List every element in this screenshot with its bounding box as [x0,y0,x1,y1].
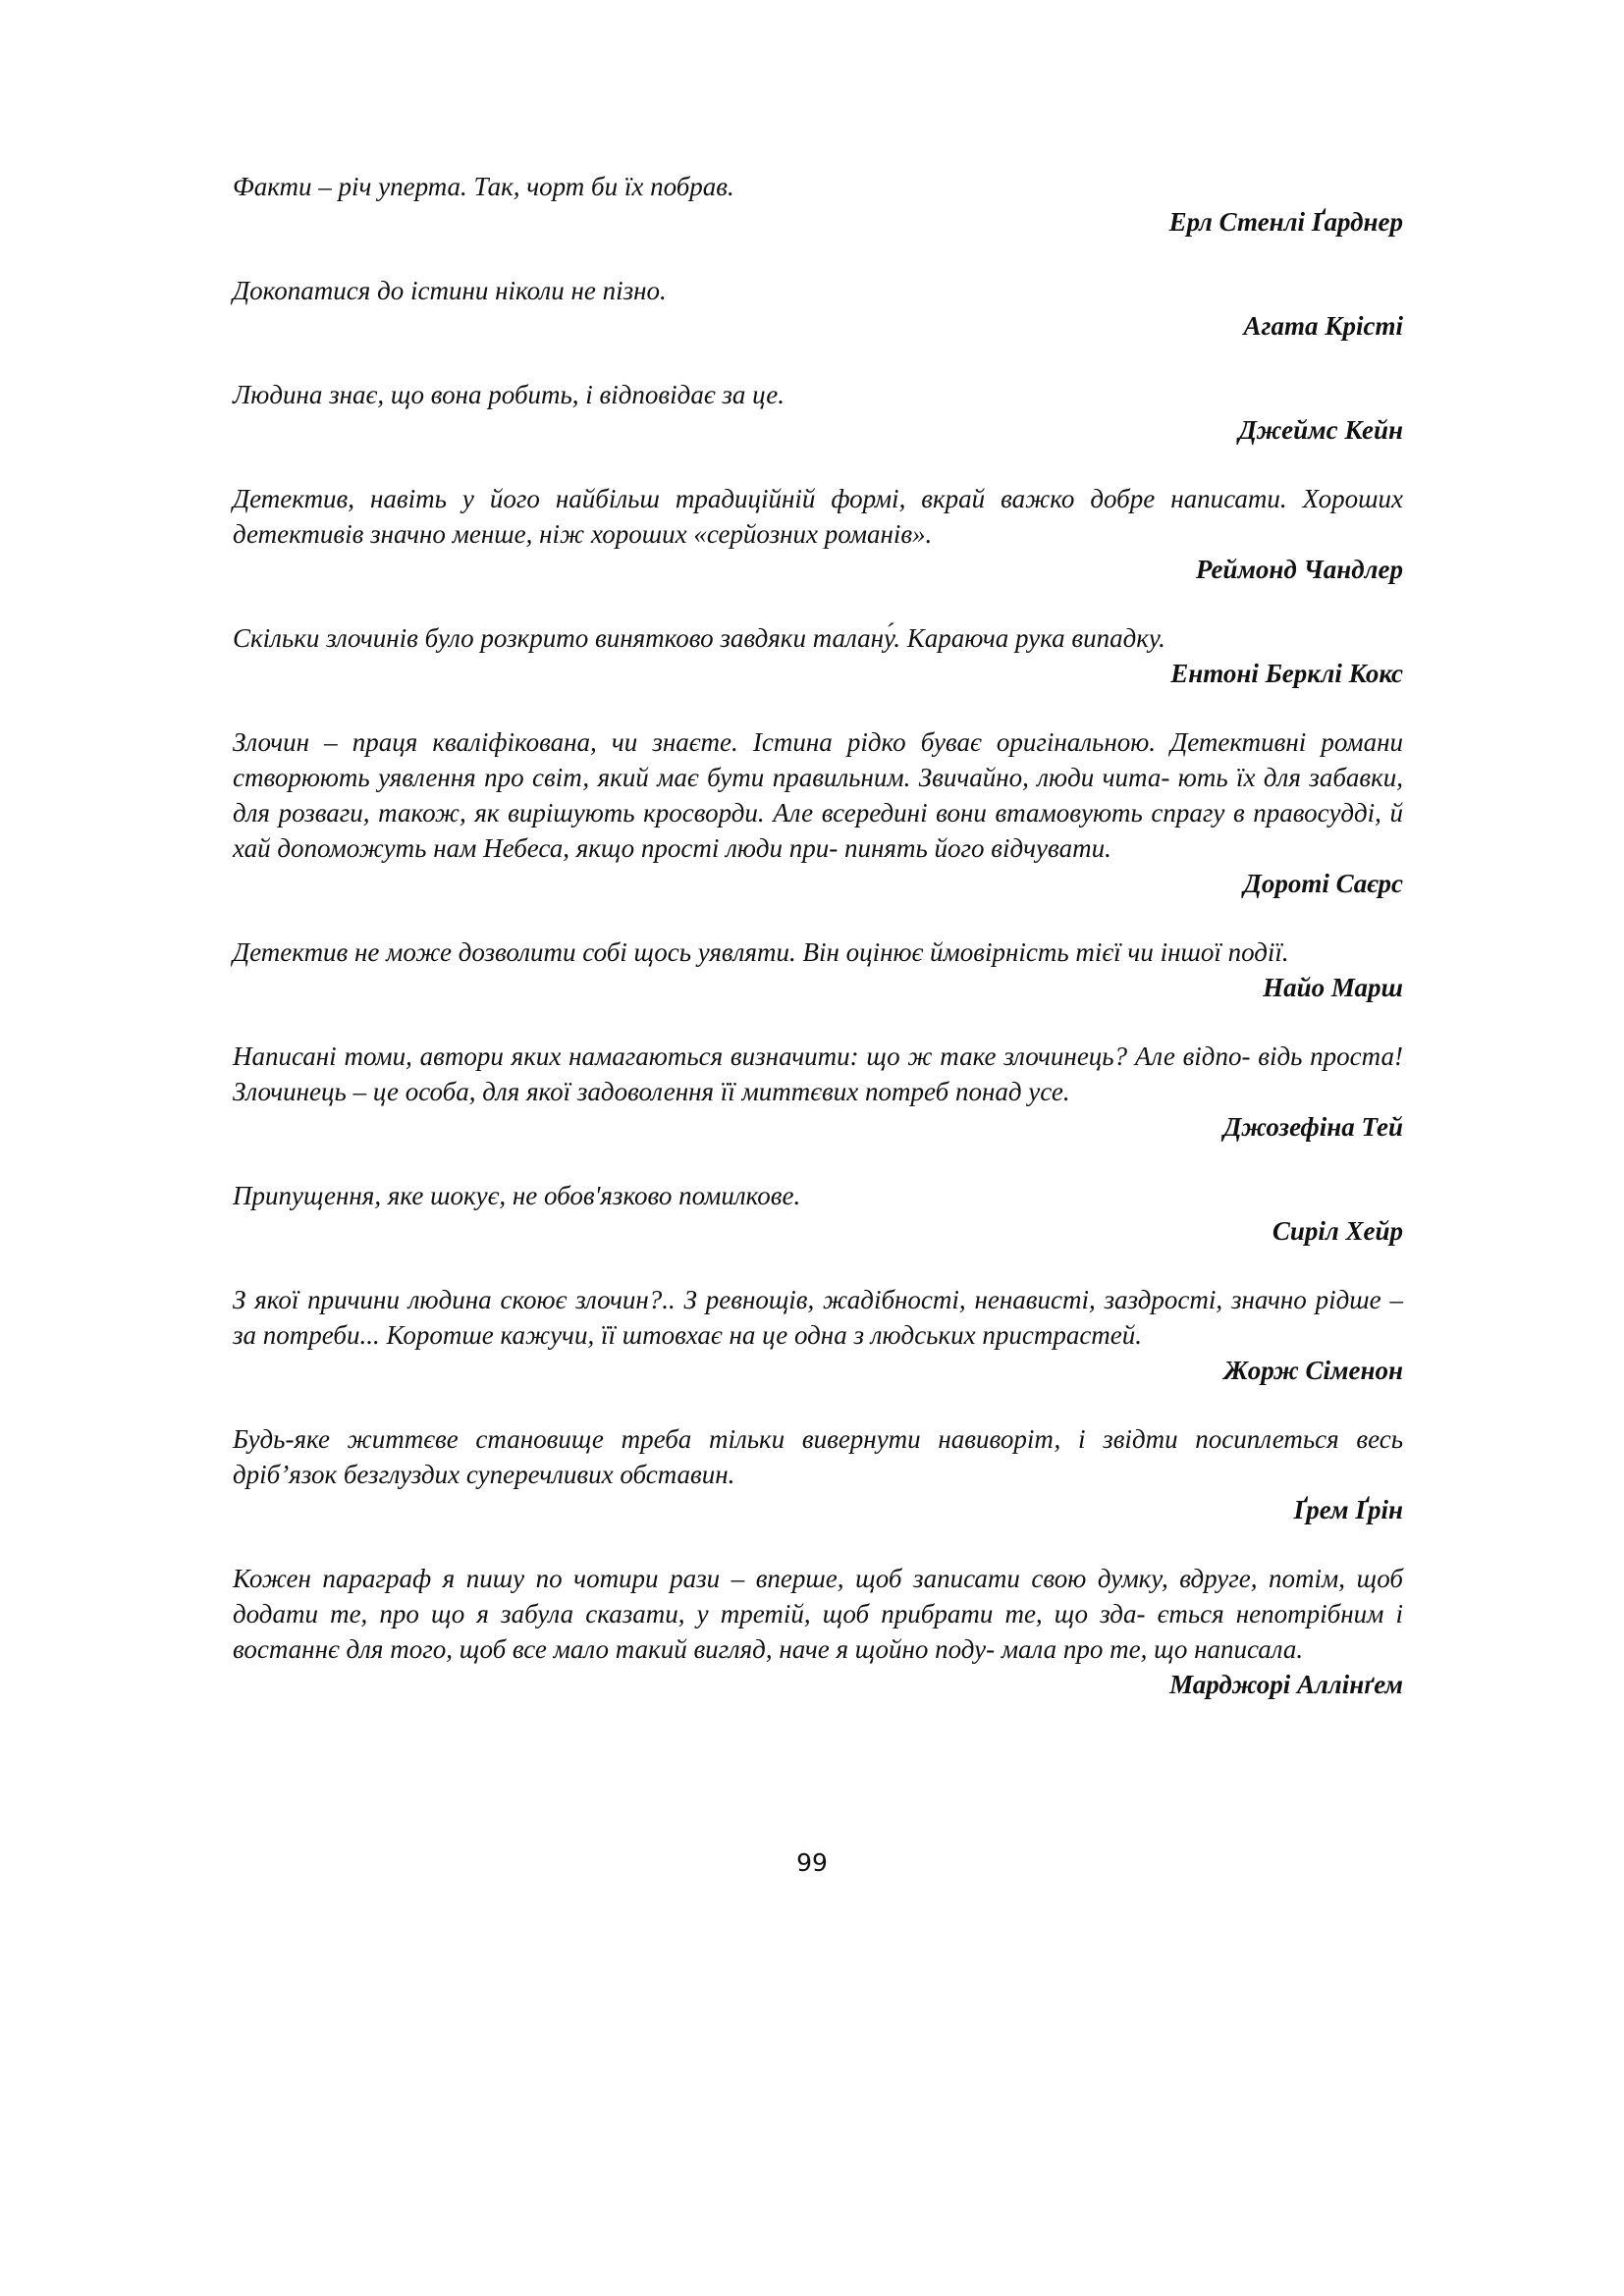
quote-line: Злочин – праця кваліфікована, чи знаєте. Істина рідко буває оригінальною. Детективні [233,727,1322,757]
quote-text [233,620,1403,656]
quote-block [233,273,1403,344]
quote-text [233,1282,1403,1353]
quote-line: пинять його відчувати. [844,833,1111,863]
quote-block [233,377,1403,448]
quote-block [233,934,1403,1005]
quote-line: рідше – за потреби... Коротше кажучи, її штовхає на це одна з людських пристрастей. [233,1285,1403,1350]
quote-line: мала про те, що написала. [1001,1634,1304,1664]
quote-line: втамовують спрагу в правосудді, й хай допоможуть нам Небеса, якщо прості люди при- [233,798,1403,863]
quote-line: Припущення, яке шокує, не обов'язково помилкове. [233,1181,801,1210]
quote-author: Ерл Стенлі Ґарднер [1168,207,1403,237]
quote-author: Ґрем Ґрін [1293,1495,1403,1524]
quote-block [233,481,1403,587]
quote-text [233,273,1403,308]
quote-line: Кожен параграф я пишу по чотири рази – вперше, щоб записати свою думку, вдруге, [233,1564,1270,1593]
quote-block [233,1282,1403,1388]
quote-line: Детектив, навіть у його найбільш традиційній формі, вкрай важко добре написати. [233,484,1303,513]
quote-line: Скільки злочинів було розкрито винятково завдяки талану́. Караюча рука випадку. [233,623,1165,653]
quote-block [233,1421,1403,1527]
quote-line: ють їх для забавки, для розваги, також, як вирішують кросворди. Але всередині вони [233,763,1404,828]
quote-line: Хороших детективів значно менше, ніж хороших «серйозних романів». [233,484,1403,549]
quote-text [233,934,1403,970]
quote-text [233,169,1403,204]
quote-text [233,1039,1403,1109]
quote-block [233,1039,1403,1145]
quote-block [233,1561,1403,1702]
quote-line: потім, щоб додати те, про що я забула сказати, у третій, щоб прибрати те, що зда- [233,1564,1404,1629]
quote-line: Будь-яке життєве становище треба тільки вивернути навиворіт, і звідти посиплеться [233,1424,1357,1454]
quote-line: З якої причини людина скоює злочин?.. З ревнощів, жадібності, ненависті, заздрості, значно [233,1285,1316,1314]
quote-text [233,1178,1403,1213]
quote-author: Реймонд Чандлер [1195,555,1403,584]
quote-author: Сиріл Хейр [1272,1216,1403,1246]
quote-block [233,169,1403,240]
quote-author: Жорж Сіменон [1223,1356,1403,1385]
quote-line: Детектив не може дозволити собі щось уявляти. Він оцінює ймовірність тієї чи іншої події. [233,937,1289,967]
quote-author: Агата Крісті [1243,311,1403,341]
quote-text [233,1561,1403,1667]
quote-text [233,377,1403,412]
quote-line: Людина знає, що вона робить, і відповідає за це. [233,380,785,409]
quote-line: романи створюють уявлення про світ, який має бути правильним. Звичайно, люди чита- [233,727,1403,792]
quote-text [233,1421,1403,1492]
document-page [233,169,1403,1735]
quote-text [233,481,1403,552]
quote-author: Ентоні Берклі Кокс [1170,659,1403,688]
quote-block [233,724,1403,901]
quote-author: Марджорі Аллінґем [1169,1670,1403,1699]
quote-line: відь проста! Злочинець – це особа, для якої задоволення її миттєвих потреб понад усе. [233,1041,1403,1106]
quote-line: Написані томи, автори яких намагаються визначити: що ж таке злочинець? Але відпо- [233,1041,1251,1071]
quote-block [233,1178,1403,1249]
quote-author: Дороті Саєрс [1243,869,1403,898]
quote-author: Джозефіна Тей [1222,1112,1403,1142]
quote-author: Найо Марш [1263,973,1403,1002]
page-number: 99 [796,1848,828,1877]
quote-line: весь дріб’язок безглуздих суперечливих обставин. [233,1424,1403,1489]
quote-block [233,620,1403,691]
quote-author: Джеймс Кейн [1238,415,1403,445]
quote-text [233,724,1403,866]
quote-line: Докопатися до істини ніколи не пізно. [233,276,667,305]
quote-line: ється непотрібним і востаннє для того, щоб все мало такий вигляд, наче я щойно поду- [233,1599,1403,1664]
quote-line: Факти – річ уперта. Так, чорт би їх побрав. [233,172,734,201]
